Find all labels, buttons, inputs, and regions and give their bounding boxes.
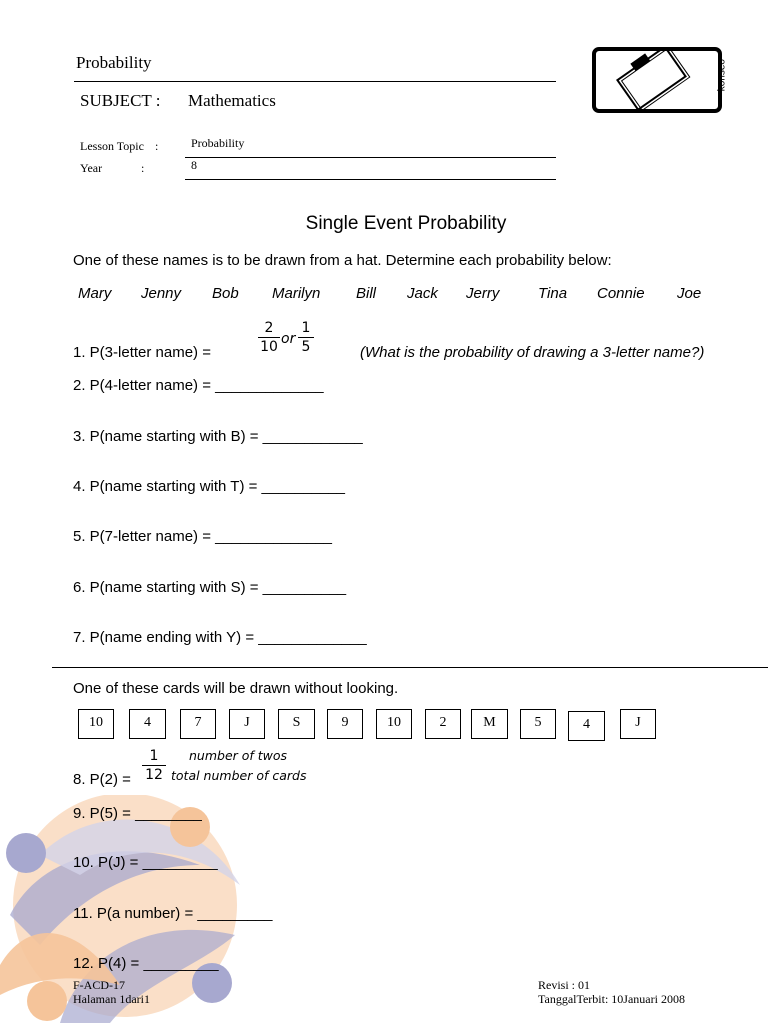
- konseo-logo: [592, 47, 727, 113]
- question-5: 5. P(7-letter name) = ______________: [73, 528, 332, 545]
- card: S: [278, 709, 315, 739]
- name-item: Bob: [212, 285, 239, 302]
- question-8: 8. P(2) =: [73, 771, 131, 788]
- card: 10: [376, 709, 412, 739]
- fraction-1-5: [298, 320, 314, 355]
- lesson-topic-line: [185, 157, 556, 158]
- fraction-denominator: 5: [301, 339, 311, 355]
- name-item: Joe: [677, 285, 702, 302]
- question-6: 6. P(name starting with S) = __________: [73, 579, 347, 596]
- card: 10: [78, 709, 114, 739]
- question-3: 3. P(name starting with B) = ____________: [73, 428, 363, 445]
- fraction-denominator: 10: [260, 339, 278, 355]
- year-colon: :: [141, 161, 145, 175]
- card: J: [620, 709, 656, 739]
- name-item: Jack: [407, 285, 438, 302]
- year-label: Year: [80, 161, 103, 175]
- card: 4: [568, 711, 605, 741]
- question-1-note: (What is the probability of drawing a 3-letter name?): [360, 344, 705, 361]
- lesson-topic-value: Probability: [191, 136, 245, 150]
- name-item: Mary: [78, 285, 112, 302]
- name-item: Jerry: [466, 285, 500, 302]
- year-value: 8: [191, 158, 197, 172]
- header-divider: [74, 81, 556, 82]
- fraction-numerator: 2: [264, 320, 274, 336]
- question-12: 12. P(4) = _________: [73, 955, 219, 972]
- lesson-topic-label: Lesson Topic: [80, 139, 144, 153]
- lesson-topic-colon: :: [155, 139, 159, 153]
- card: M: [471, 709, 508, 739]
- page-number: Halaman 1dari1: [73, 992, 150, 1006]
- form-code: F-ACD-17: [73, 978, 126, 992]
- name-item: Tina: [538, 285, 568, 302]
- question-9: 9. P(5) = ________: [73, 805, 202, 822]
- question-7: 7. P(name ending with Y) = _____________: [73, 629, 367, 646]
- question-4: 4. P(name starting with T) = __________: [73, 478, 345, 495]
- fraction-denominator: 12: [145, 767, 163, 783]
- card: J: [229, 709, 265, 739]
- or-text: or: [281, 331, 296, 347]
- names-intro: One of these names is to be drawn from a hat. Determine each probability below:: [73, 252, 612, 269]
- name-item: Marilyn: [272, 285, 321, 302]
- fraction-numerator: 1: [149, 748, 159, 764]
- fraction-2-10: [258, 320, 280, 355]
- fraction-note-numerator: number of twos: [189, 748, 288, 763]
- fraction-bar: [142, 765, 166, 766]
- subject-label: SUBJECT :: [80, 91, 161, 110]
- name-item: Bill: [356, 285, 377, 302]
- name-item: Connie: [597, 285, 645, 302]
- question-1: 1. P(3-letter name) =: [73, 344, 211, 361]
- logo-text: konseo: [716, 59, 727, 92]
- name-item: Jenny: [141, 285, 182, 302]
- section-divider: [52, 667, 768, 668]
- question-2: 2. P(4-letter name) = _____________: [73, 377, 324, 394]
- fraction-1-12: [142, 748, 166, 783]
- section-title: Single Event Probability: [305, 213, 507, 234]
- card: 9: [327, 709, 363, 739]
- revision: Revisi : 01: [538, 978, 591, 992]
- year-line: [185, 179, 556, 180]
- fraction-bar: [298, 337, 314, 338]
- card: 7: [180, 709, 216, 739]
- card: 4: [129, 709, 166, 739]
- fraction-numerator: 1: [301, 320, 311, 336]
- question-10: 10. P(J) = _________: [73, 854, 218, 871]
- doc-title: Probability: [76, 53, 152, 72]
- question-11: 11. P(a number) = _________: [73, 905, 273, 922]
- card: 5: [520, 709, 556, 739]
- fraction-bar: [258, 337, 280, 338]
- issue-date: TanggalTerbit: 10Januari 2008: [538, 992, 685, 1006]
- clipboard-icon: [596, 51, 718, 109]
- fraction-note-denominator: total number of cards: [171, 768, 307, 783]
- card: 2: [425, 709, 461, 739]
- subject-value: Mathematics: [188, 91, 276, 110]
- cards-intro: One of these cards will be drawn without looking.: [73, 680, 399, 697]
